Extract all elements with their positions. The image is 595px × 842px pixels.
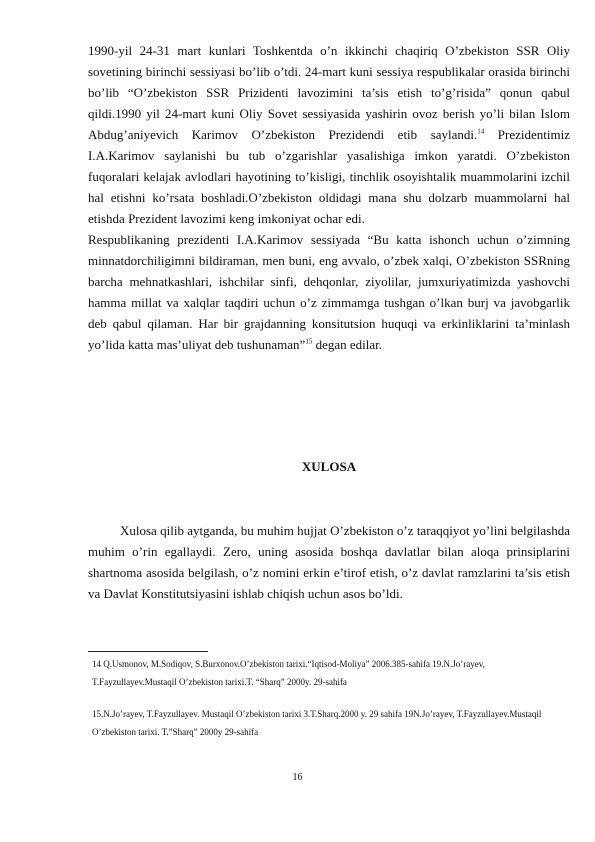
- footnote-ref-14[interactable]: 14: [477, 127, 485, 136]
- conclusion-paragraph: Xulosa qilib aytganda, bu muhim hujjat O’zbekiston o’z taraqqiyot yo’lini belgilashda muhim o’rin egallaydi. Zero, uning asosida boshqa davlatlar bilan aloqa prinsiplarini shartnoma asosida belgilash, o’z nomini erkin e’tirof etish, o’z davlat ramzlarini ta’sis etish va Davlat Konstitutsiyasini ishlab chiqish uchun asos bo’ldi.: [88, 523, 570, 601]
- page-number: 16: [292, 772, 303, 783]
- footnote-14: 14 Q.Usmonov, M.Sodiqov, S.Burxonov.O’zbekiston tarixi.“Iqtisod-Moliya” 2006.385-sahifa 19.N.Jo’rayev, T.Fayzullayev.Mustaqil O’zbekiston tarixi.T. “Sharq” 2000y. 29-sahifa: [92, 659, 485, 687]
- paragraph-1-continuation: Prezidentimiz I.A.Karimov saylanishi bu tub o’zgarishlar yasalishiga imkon yaratdi. O’zbekiston fuqoralari kelajak avlodlari hayotining to’kisligi, tinchlik osoyishtalik muammolarini izchil hal etishni ko’rsata boshladi.O’zbekiston oldidagi mana shu dolzarb muammolarni hal etishda Prezident lavozimi keng imkoniyat ochar edi.: [88, 127, 570, 226]
- footnote-ref-15[interactable]: 15: [305, 337, 313, 346]
- footnote-divider: [88, 651, 208, 652]
- paragraph-2-continuation: degan edilar.: [312, 337, 382, 352]
- section-heading: XULOSA: [301, 459, 357, 474]
- footnote-15: 15.N.Jo’rayev, T.Fayzullayev. Mustaqil O’zbekiston tarixi 3.T.Sharq.2000 y. 29 sahifa 19N.Jo’rayev, T.Fayzullayev.Mustaqil O’zbekiston tarixi. T.”Sharq” 2000y 29-sahifa: [92, 709, 542, 737]
- paragraph-1-text: 1990-yil 24-31 mart kunlari Toshkentda o’n ikkinchi chaqiriq O’zbekiston SSR Oliy sovetining birinchi sessiyasi bo’lib o’tdi. 24-mart kuni sessiya respublikalar orasida birinchi bo’lib “O’zbekiston SSR Prizidenti lavozimini ta’sis etish to’g’risida” qonun qabul qildi.1990 yil 24-mart kuni Oliy Sovet sessiyasida yashirin ovoz berish yo’li bilan Islom Abdug’aniyevich Karimov O’zbekiston Prezidendi etib saylandi.: [88, 43, 570, 142]
- body-text: [88, 40, 570, 355]
- footnotes: [88, 655, 562, 755]
- paragraph-2-text: Respublikaning prezidenti I.A.Karimov sessiyada “Bu katta ishonch uchun o’zimning minnatdorchiligimni bildiraman, men buni, eng avvalo, o’zbek xalqi, O’zbekiston SSRning barcha mehnatkashlari, ishchilar sinfi, dehqonlar, ziyolilar, jumxuriyatimizda yashovchi hamma millat va xalqlar taqdiri uchun o’z zimmamga tushgan o’lkan burj va javobgarlik deb qabul qilaman. Har bir grajdanning konsitutsion huquqi va erkinliklarini ta’minlash yo’lida katta mas’uliyat deb tushunaman”: [88, 232, 570, 352]
